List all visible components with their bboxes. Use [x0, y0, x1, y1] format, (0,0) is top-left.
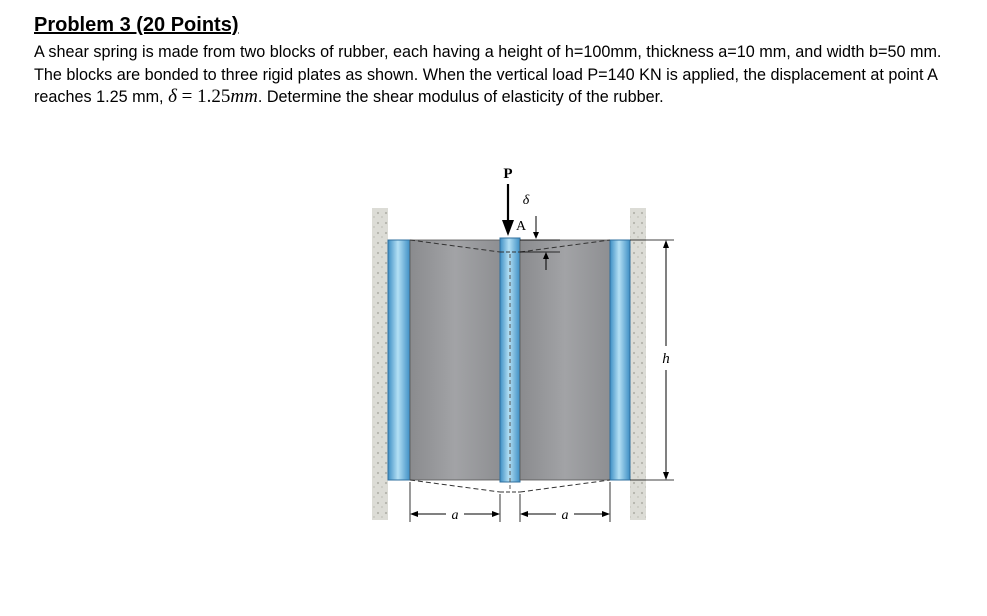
- delta-equation: [168, 86, 258, 107]
- left-plate: [388, 240, 410, 480]
- h-arrow-top: [663, 240, 669, 248]
- a-right-arrow-2: [602, 511, 610, 517]
- left-wall: [372, 208, 388, 520]
- delta-arrow-down-head: [533, 232, 539, 239]
- point-a-label: A: [515, 219, 527, 234]
- h-arrow-bottom: [663, 472, 669, 480]
- load-label: P: [503, 166, 513, 182]
- height-label: h: [662, 351, 670, 367]
- deformed-bottom-left: [410, 480, 500, 492]
- problem-document: [34, 12, 964, 109]
- a-left-arrow-2: [492, 511, 500, 517]
- thickness-label-right: a: [561, 508, 569, 523]
- delta-label: δ: [522, 193, 530, 208]
- delta-equals: =: [176, 86, 198, 107]
- deformed-bottom-right: [520, 480, 610, 492]
- delta-value: 1.25: [197, 86, 231, 107]
- right-rubber-block: [520, 240, 610, 480]
- thickness-label-left: a: [451, 508, 459, 523]
- left-rubber-block: [410, 240, 500, 480]
- problem-title: Problem 3 (20 Points): [34, 14, 239, 36]
- delta-symbol: δ: [168, 86, 177, 107]
- load-arrow-head: [502, 220, 514, 236]
- right-wall: [630, 208, 646, 520]
- problem-statement: [34, 41, 964, 109]
- a-left-arrow-1: [410, 511, 418, 517]
- right-plate: [610, 240, 630, 480]
- statement-text-before: A shear spring is made from two blocks of rubber, each having a height of h=100mm, thickness a=10 mm, and width b=50 mm. The blocks are bonded to three rigid plates as shown. When the vertical load P=140 KN is applied, the displacement at point A reaches 1.25 mm,: [34, 43, 942, 106]
- statement-text-after: . Determine the shear modulus of elasticity of the rubber.: [257, 88, 664, 106]
- a-right-arrow-1: [520, 511, 528, 517]
- shear-spring-figure: [368, 160, 688, 530]
- delta-unit: mm: [230, 86, 258, 107]
